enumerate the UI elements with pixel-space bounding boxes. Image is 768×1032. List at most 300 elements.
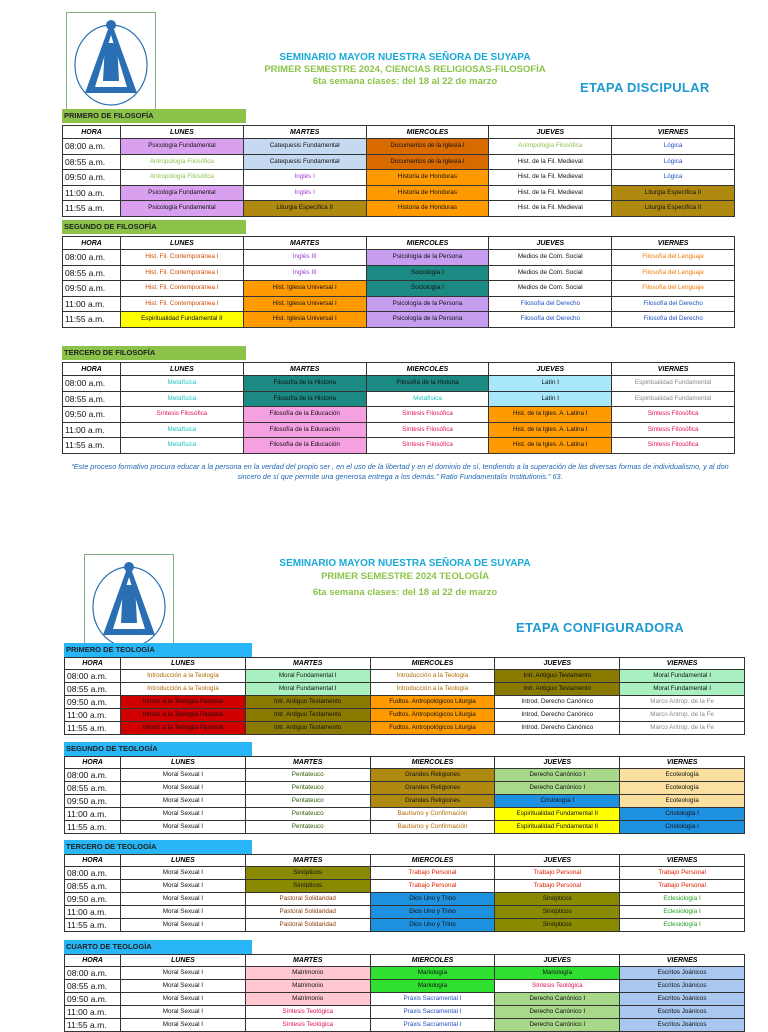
table-row bbox=[63, 407, 735, 423]
class-cell: Trabajo Personal bbox=[620, 880, 745, 893]
time-cell: 11:00 a.m. bbox=[63, 422, 121, 438]
class-cell: Pastoral Solidaridad bbox=[245, 906, 370, 919]
class-cell: Moral Sexual I bbox=[121, 893, 246, 906]
table-header-row bbox=[65, 955, 745, 967]
time-cell: 09:50 a.m. bbox=[65, 993, 121, 1006]
column-header: MIERCOLES bbox=[366, 237, 489, 250]
class-cell: Dios Uno y Trino bbox=[370, 893, 495, 906]
time-cell: 11:55 a.m. bbox=[63, 438, 121, 454]
class-cell: Sinópticos bbox=[495, 906, 620, 919]
class-cell: Moral Sexual I bbox=[121, 769, 246, 782]
column-header: LUNES bbox=[121, 126, 244, 139]
table-header-row bbox=[65, 757, 745, 769]
time-cell: 08:00 a.m. bbox=[65, 670, 121, 683]
doc2-header-line3: 6ta semana clases: del 18 al 22 de marzo bbox=[312, 587, 498, 598]
class-cell: Inglés III bbox=[243, 250, 366, 266]
class-cell: Sociología I bbox=[366, 265, 489, 281]
time-cell: 08:55 a.m. bbox=[65, 880, 121, 893]
column-header: JUEVES bbox=[495, 757, 620, 769]
class-cell: Moral Sexual I bbox=[121, 880, 246, 893]
time-cell: 11:00 a.m. bbox=[65, 709, 121, 722]
class-cell: Introd. a la Teología Pastoral bbox=[121, 696, 246, 709]
class-cell: Filosofía de la Educación bbox=[243, 407, 366, 423]
column-header: HORA bbox=[65, 658, 121, 670]
class-cell: Eclesiología I bbox=[620, 893, 745, 906]
class-cell: Dios Uno y Trino bbox=[370, 906, 495, 919]
class-cell: Hist. de la Igles. A. Latina I bbox=[489, 438, 612, 454]
class-cell: Cristología I bbox=[620, 808, 745, 821]
time-cell: 08:55 a.m. bbox=[65, 782, 121, 795]
column-header: MARTES bbox=[243, 237, 366, 250]
table-row bbox=[63, 170, 735, 186]
class-cell: Pastoral Solidaridad bbox=[245, 919, 370, 932]
class-cell: Mariología bbox=[370, 967, 495, 980]
class-cell: Psicología de la Persona bbox=[366, 250, 489, 266]
class-cell: Síntesis Teológica bbox=[495, 980, 620, 993]
table-row bbox=[65, 919, 745, 932]
class-cell: Grandes Religiones bbox=[370, 795, 495, 808]
class-cell: Sinópticos bbox=[245, 867, 370, 880]
class-cell: Bautismo y Confirmación bbox=[370, 821, 495, 834]
class-cell: Filosofía de la Historia bbox=[243, 391, 366, 407]
class-cell: Catequesis Fundamental bbox=[243, 154, 366, 170]
table-row bbox=[65, 906, 745, 919]
class-cell: Trabajo Personal bbox=[370, 867, 495, 880]
class-cell: Trabajo Personal bbox=[620, 867, 745, 880]
class-cell: Hist. Iglesia Universal I bbox=[243, 312, 366, 328]
time-cell: 08:00 a.m. bbox=[65, 967, 121, 980]
time-cell: 08:00 a.m. bbox=[65, 867, 121, 880]
class-cell: Pentateuco bbox=[245, 808, 370, 821]
class-cell: Síntesis Filosófica bbox=[366, 438, 489, 454]
schedule-table bbox=[62, 362, 735, 454]
class-cell: Escritos Joánicos bbox=[620, 1006, 745, 1019]
time-cell: 08:00 a.m. bbox=[63, 250, 121, 266]
class-cell: Marco Antrop. de la Fe bbox=[620, 722, 745, 735]
table-row bbox=[65, 1006, 745, 1019]
class-cell: Introd. a la Teología Pastoral bbox=[121, 722, 246, 735]
table-row bbox=[63, 250, 735, 266]
table-row bbox=[63, 281, 735, 297]
class-cell: Filosofía del Derecho bbox=[612, 296, 735, 312]
class-cell: Hist. de la Fil. Medieval bbox=[489, 201, 612, 217]
class-cell: Marco Antrop. de la Fe bbox=[620, 696, 745, 709]
class-cell: Psicología Fundamental bbox=[121, 185, 244, 201]
table-row bbox=[65, 893, 745, 906]
section-label: SEGUNDO DE FILOSOFÍA bbox=[62, 220, 246, 234]
seminary-logo bbox=[66, 12, 156, 112]
class-cell: Ecoteología bbox=[620, 769, 745, 782]
table-row bbox=[65, 967, 745, 980]
table-row bbox=[63, 296, 735, 312]
time-cell: 11:00 a.m. bbox=[65, 1006, 121, 1019]
class-cell: Matrimonio bbox=[245, 980, 370, 993]
class-cell: Derecho Canónico I bbox=[495, 1006, 620, 1019]
ratio-quote: “Este proceso formativo procura educar a la persona en la verdad del propio ser , en el uso de la libertad y en el dominio de sí, tendiendo a la superación de las diversas formas de individualismo, y al don sincero de sí que permite una generosa entrega a los demás.” Ratio Fundamentalis Institutionis.” 63. bbox=[71, 462, 729, 481]
class-cell: Fudtos. Antropológicos Liturgia bbox=[370, 722, 495, 735]
schedule-table bbox=[64, 954, 745, 1032]
class-cell: Espiritualidad Fundamental II bbox=[121, 312, 244, 328]
time-cell: 11:00 a.m. bbox=[63, 185, 121, 201]
class-cell: Intr. Antiguo Testamento bbox=[245, 722, 370, 735]
column-header: MIERCOLES bbox=[370, 757, 495, 769]
doc2-etapa-title: ETAPA CONFIGURADORA bbox=[516, 620, 684, 635]
class-cell: Metafísica bbox=[121, 376, 244, 392]
doc2-header-line2: PRIMER SEMESTRE 2024 TEOLOGÍA bbox=[321, 571, 489, 582]
class-cell: Derecho Canónico I bbox=[495, 769, 620, 782]
section-label: PRIMERO DE FILOSOFÍA bbox=[62, 109, 246, 123]
class-cell: Antropología Filosófica bbox=[489, 139, 612, 155]
table-row bbox=[65, 696, 745, 709]
column-header: VIERNES bbox=[620, 757, 745, 769]
class-cell: Trabajo Personal bbox=[495, 867, 620, 880]
table-row bbox=[63, 154, 735, 170]
class-cell: Pentateuco bbox=[245, 769, 370, 782]
class-cell: Síntesis Teológica bbox=[245, 1019, 370, 1032]
table-row bbox=[63, 201, 735, 217]
class-cell: Trabajo Personal bbox=[495, 880, 620, 893]
class-cell: Psicología de la Persona bbox=[366, 312, 489, 328]
time-cell: 11:55 a.m. bbox=[63, 201, 121, 217]
column-header: MIERCOLES bbox=[366, 363, 489, 376]
table-row bbox=[63, 438, 735, 454]
class-cell: Derecho Canónico I bbox=[495, 1019, 620, 1032]
class-cell: Metafísica bbox=[121, 422, 244, 438]
table-row bbox=[63, 312, 735, 328]
class-cell: Moral Sexual I bbox=[121, 906, 246, 919]
class-cell: Liturgia Específica II bbox=[612, 185, 735, 201]
class-cell: Introducción a la Teología bbox=[370, 683, 495, 696]
table-row bbox=[65, 867, 745, 880]
class-cell: Ecoteología bbox=[620, 795, 745, 808]
column-header: VIERNES bbox=[620, 658, 745, 670]
class-cell: Pentateuco bbox=[245, 782, 370, 795]
class-cell: Escritos Joánicos bbox=[620, 967, 745, 980]
time-cell: 09:50 a.m. bbox=[65, 795, 121, 808]
column-header: LUNES bbox=[121, 955, 246, 967]
table-row bbox=[65, 722, 745, 735]
column-header: LUNES bbox=[121, 855, 246, 867]
time-cell: 11:55 a.m. bbox=[65, 722, 121, 735]
class-cell: Introd. Derecho Canónico bbox=[495, 722, 620, 735]
schedule-table bbox=[64, 756, 745, 834]
column-header: LUNES bbox=[121, 237, 244, 250]
column-header: VIERNES bbox=[620, 855, 745, 867]
class-cell: Metafísica bbox=[121, 391, 244, 407]
doc1-header-line1: SEMINARIO MAYOR NUESTRA SEÑORA DE SUYAPA bbox=[279, 52, 531, 63]
class-cell: Lógica bbox=[612, 170, 735, 186]
class-cell: Escritos Joánicos bbox=[620, 980, 745, 993]
class-cell: Moral Sexual I bbox=[121, 967, 246, 980]
time-cell: 11:55 a.m. bbox=[65, 821, 121, 834]
table-row bbox=[63, 265, 735, 281]
class-cell: Marco Antrop. de la Fe bbox=[620, 709, 745, 722]
class-cell: Mariología bbox=[495, 967, 620, 980]
class-cell: Moral Sexual I bbox=[121, 808, 246, 821]
class-cell: Bautismo y Confirmación bbox=[370, 808, 495, 821]
class-cell: Escritos Joánicos bbox=[620, 993, 745, 1006]
column-header: VIERNES bbox=[612, 126, 735, 139]
class-cell: Praxis Sacramental I bbox=[370, 1019, 495, 1032]
class-cell: Moral Fundamental I bbox=[620, 683, 745, 696]
class-cell: Introducción a la Teología bbox=[121, 683, 246, 696]
column-header: HORA bbox=[65, 955, 121, 967]
time-cell: 08:55 a.m. bbox=[63, 154, 121, 170]
class-cell: Fudtos. Antropológicos Liturgia bbox=[370, 709, 495, 722]
table-row bbox=[63, 376, 735, 392]
class-cell: Hist. de la Fil. Medieval bbox=[489, 154, 612, 170]
class-cell: Filosofía de la Historia bbox=[243, 376, 366, 392]
class-cell: Latín I bbox=[489, 391, 612, 407]
class-cell: Sinópticos bbox=[245, 880, 370, 893]
column-header: LUNES bbox=[121, 757, 246, 769]
table-row bbox=[65, 769, 745, 782]
column-header: MARTES bbox=[245, 855, 370, 867]
class-cell: Documentos de la Iglesia I bbox=[366, 139, 489, 155]
class-cell: Derecho Canónico I bbox=[495, 993, 620, 1006]
doc1-etapa-title: ETAPA DISCIPULAR bbox=[580, 80, 710, 95]
class-cell: Dios Uno y Trino bbox=[370, 919, 495, 932]
class-cell: Catequesis Fundamental bbox=[243, 139, 366, 155]
time-cell: 11:55 a.m. bbox=[65, 1019, 121, 1032]
table-header-row bbox=[63, 126, 735, 139]
class-cell: Moral Sexual I bbox=[121, 919, 246, 932]
column-header: JUEVES bbox=[495, 955, 620, 967]
table-header-row bbox=[65, 658, 745, 670]
class-cell: Hist. Fil. Contemporánea I bbox=[121, 296, 244, 312]
doc2-header-line1: SEMINARIO MAYOR NUESTRA SEÑORA DE SUYAPA bbox=[279, 558, 531, 569]
table-row bbox=[65, 880, 745, 893]
class-cell: Derecho Canónico I bbox=[495, 782, 620, 795]
time-cell: 11:55 a.m. bbox=[63, 312, 121, 328]
schedule-table bbox=[62, 236, 735, 328]
section-label: CUARTO DE TEOLOGÍA bbox=[64, 940, 252, 954]
class-cell: Grandes Religiones bbox=[370, 769, 495, 782]
class-cell: Intr. Antiguo Testamento bbox=[245, 709, 370, 722]
class-cell: Metafísica bbox=[366, 391, 489, 407]
class-cell: Sinópticos bbox=[495, 893, 620, 906]
column-header: VIERNES bbox=[620, 955, 745, 967]
time-cell: 08:00 a.m. bbox=[65, 769, 121, 782]
column-header: JUEVES bbox=[489, 363, 612, 376]
class-cell: Matrimonio bbox=[245, 993, 370, 1006]
class-cell: Moral Fundamental I bbox=[245, 683, 370, 696]
time-cell: 08:55 a.m. bbox=[63, 391, 121, 407]
class-cell: Filosofía del Derecho bbox=[612, 312, 735, 328]
class-cell: Moral Fundamental I bbox=[620, 670, 745, 683]
schedule-table bbox=[64, 854, 745, 932]
table-row bbox=[65, 782, 745, 795]
schedule-table bbox=[64, 657, 745, 735]
column-header: HORA bbox=[63, 363, 121, 376]
time-cell: 09:50 a.m. bbox=[65, 893, 121, 906]
class-cell: Intr. Antiguo Testamento bbox=[495, 670, 620, 683]
class-cell: Ecoteología bbox=[620, 782, 745, 795]
class-cell: Síntesis Filosófica bbox=[612, 422, 735, 438]
class-cell: Intr. Antiguo Testamento bbox=[245, 696, 370, 709]
section-label: PRIMERO DE TEOLOGÍA bbox=[64, 643, 252, 657]
table-row bbox=[65, 1019, 745, 1032]
class-cell: Medios de Com. Social bbox=[489, 250, 612, 266]
class-cell: Moral Fundamental I bbox=[245, 670, 370, 683]
column-header: LUNES bbox=[121, 658, 246, 670]
class-cell: Moral Sexual I bbox=[121, 1019, 246, 1032]
class-cell: Inglés III bbox=[243, 265, 366, 281]
class-cell: Psicología Fundamental bbox=[121, 201, 244, 217]
class-cell: Hist. de la Fil. Medieval bbox=[489, 185, 612, 201]
class-cell: Sociología I bbox=[366, 281, 489, 297]
doc1-header-line3: 6ta semana clases: del 18 al 22 de marzo bbox=[312, 76, 498, 87]
class-cell: Espiritualidad Fundamental II bbox=[495, 808, 620, 821]
class-cell: Espiritualidad Fundamental bbox=[612, 376, 735, 392]
class-cell: Moral Sexual I bbox=[121, 867, 246, 880]
class-cell: Filosofía del Derecho bbox=[489, 296, 612, 312]
column-header: VIERNES bbox=[612, 363, 735, 376]
class-cell: Filosofía del Lenguaje bbox=[612, 265, 735, 281]
class-cell: Síntesis Filosófica bbox=[366, 422, 489, 438]
class-cell: Hist. Fil. Contemporánea I bbox=[121, 265, 244, 281]
class-cell: Matrimonio bbox=[245, 967, 370, 980]
time-cell: 09:50 a.m. bbox=[63, 170, 121, 186]
class-cell: Medios de Com. Social bbox=[489, 281, 612, 297]
class-cell: Hist. Iglesia Universal I bbox=[243, 281, 366, 297]
table-row bbox=[65, 709, 745, 722]
class-cell: Moral Sexual I bbox=[121, 993, 246, 1006]
class-cell: Praxis Sacramental I bbox=[370, 1006, 495, 1019]
class-cell: Pastoral Solidaridad bbox=[245, 893, 370, 906]
time-cell: 11:55 a.m. bbox=[65, 919, 121, 932]
class-cell: Psicología Fundamental bbox=[121, 139, 244, 155]
table-header-row bbox=[63, 363, 735, 376]
column-header: MIERCOLES bbox=[366, 126, 489, 139]
class-cell: Filosofía del Lenguaje bbox=[612, 281, 735, 297]
column-header: VIERNES bbox=[612, 237, 735, 250]
class-cell: Moral Sexual I bbox=[121, 795, 246, 808]
class-cell: Hist. Fil. Contemporánea I bbox=[121, 281, 244, 297]
column-header: MIERCOLES bbox=[370, 855, 495, 867]
column-header: MIERCOLES bbox=[370, 658, 495, 670]
class-cell: Sinópticos bbox=[495, 919, 620, 932]
class-cell: Lógica bbox=[612, 139, 735, 155]
class-cell: Hist. Iglesia Universal I bbox=[243, 296, 366, 312]
table-row bbox=[63, 185, 735, 201]
class-cell: Hist. de la Fil. Medieval bbox=[489, 170, 612, 186]
class-cell: Filosofía del Derecho bbox=[489, 312, 612, 328]
class-cell: Introd. Derecho Canónico bbox=[495, 696, 620, 709]
class-cell: Trabajo Personal bbox=[370, 880, 495, 893]
class-cell: Metafísica bbox=[121, 438, 244, 454]
time-cell: 08:55 a.m. bbox=[65, 683, 121, 696]
class-cell: Eclesiología I bbox=[620, 906, 745, 919]
table-row bbox=[65, 980, 745, 993]
table-row bbox=[65, 993, 745, 1006]
class-cell: Síntesis Filosófica bbox=[121, 407, 244, 423]
class-cell: Inglés I bbox=[243, 185, 366, 201]
time-cell: 08:55 a.m. bbox=[63, 265, 121, 281]
table-header-row bbox=[63, 237, 735, 250]
class-cell: Liturgia Específica II bbox=[612, 201, 735, 217]
class-cell: Introducción a la Teología bbox=[370, 670, 495, 683]
class-cell: Latín I bbox=[489, 376, 612, 392]
class-cell: Praxis Sacramental I bbox=[370, 993, 495, 1006]
class-cell: Introd. Derecho Canónico bbox=[495, 709, 620, 722]
class-cell: Antropología Filosófica bbox=[121, 154, 244, 170]
class-cell: Documentos de la Iglesia I bbox=[366, 154, 489, 170]
time-cell: 11:00 a.m. bbox=[63, 296, 121, 312]
column-header: JUEVES bbox=[489, 237, 612, 250]
table-row bbox=[65, 795, 745, 808]
class-cell: Filosofía de la Educación bbox=[243, 422, 366, 438]
column-header: MARTES bbox=[245, 757, 370, 769]
table-header-row bbox=[65, 855, 745, 867]
class-cell: Lógica bbox=[612, 154, 735, 170]
time-cell: 11:00 a.m. bbox=[65, 906, 121, 919]
class-cell: Síntesis Filosófica bbox=[366, 407, 489, 423]
class-cell: Síntesis Filosófica bbox=[612, 407, 735, 423]
column-header: JUEVES bbox=[495, 855, 620, 867]
column-header: LUNES bbox=[121, 363, 244, 376]
class-cell: Fudtos. Antropológicos Liturgia bbox=[370, 696, 495, 709]
time-cell: 11:00 a.m. bbox=[65, 808, 121, 821]
column-header: MARTES bbox=[243, 363, 366, 376]
column-header: JUEVES bbox=[489, 126, 612, 139]
class-cell: Historia de Honduras bbox=[366, 170, 489, 186]
time-cell: 08:00 a.m. bbox=[63, 139, 121, 155]
table-row bbox=[65, 670, 745, 683]
time-cell: 09:50 a.m. bbox=[63, 281, 121, 297]
class-cell: Filosofía de la Historia bbox=[366, 376, 489, 392]
class-cell: Introd. a la Teología Pastoral bbox=[121, 709, 246, 722]
class-cell: Síntesis Teológica bbox=[245, 1006, 370, 1019]
class-cell: Espiritualidad Fundamental II bbox=[495, 821, 620, 834]
class-cell: Intr. Antiguo Testamento bbox=[495, 683, 620, 696]
class-cell: Moral Sexual I bbox=[121, 821, 246, 834]
column-header: HORA bbox=[63, 237, 121, 250]
class-cell: Inglés I bbox=[243, 170, 366, 186]
class-cell: Liturgia Específica II bbox=[243, 201, 366, 217]
time-cell: 08:00 a.m. bbox=[63, 376, 121, 392]
class-cell: Grandes Religiones bbox=[370, 782, 495, 795]
class-cell: Historia de Honduras bbox=[366, 185, 489, 201]
class-cell: Antropología Filosófica bbox=[121, 170, 244, 186]
class-cell: Eclesiología I bbox=[620, 919, 745, 932]
class-cell: Filosofía de la Educación bbox=[243, 438, 366, 454]
table-row bbox=[63, 391, 735, 407]
time-cell: 09:50 a.m. bbox=[65, 696, 121, 709]
section-label: SEGUNDO DE TEOLOGÍA bbox=[64, 742, 252, 756]
column-header: MIERCOLES bbox=[370, 955, 495, 967]
class-cell: Hist. de la Igles. A. Latina I bbox=[489, 422, 612, 438]
class-cell: Pentateuco bbox=[245, 795, 370, 808]
class-cell: Moral Sexual I bbox=[121, 1006, 246, 1019]
class-cell: Historia de Honduras bbox=[366, 201, 489, 217]
class-cell: Psicología de la Persona bbox=[366, 296, 489, 312]
class-cell: Escritos Joánicos bbox=[620, 1019, 745, 1032]
class-cell: Hist. Fil. Contemporánea I bbox=[121, 250, 244, 266]
section-label: TERCERO DE TEOLOGÍA bbox=[64, 840, 252, 854]
class-cell: Filosofía del Lenguaje bbox=[612, 250, 735, 266]
section-label: TERCERO DE FILOSOFÍA bbox=[62, 346, 246, 360]
class-cell: Cristología I bbox=[620, 821, 745, 834]
table-row bbox=[63, 422, 735, 438]
class-cell: Introducción a la Teología bbox=[121, 670, 246, 683]
table-row bbox=[65, 821, 745, 834]
schedule-table bbox=[62, 125, 735, 217]
column-header: MARTES bbox=[243, 126, 366, 139]
class-cell: Hist. de la Igles. A. Latina I bbox=[489, 407, 612, 423]
column-header: MARTES bbox=[245, 658, 370, 670]
class-cell: Moral Sexual I bbox=[121, 782, 246, 795]
